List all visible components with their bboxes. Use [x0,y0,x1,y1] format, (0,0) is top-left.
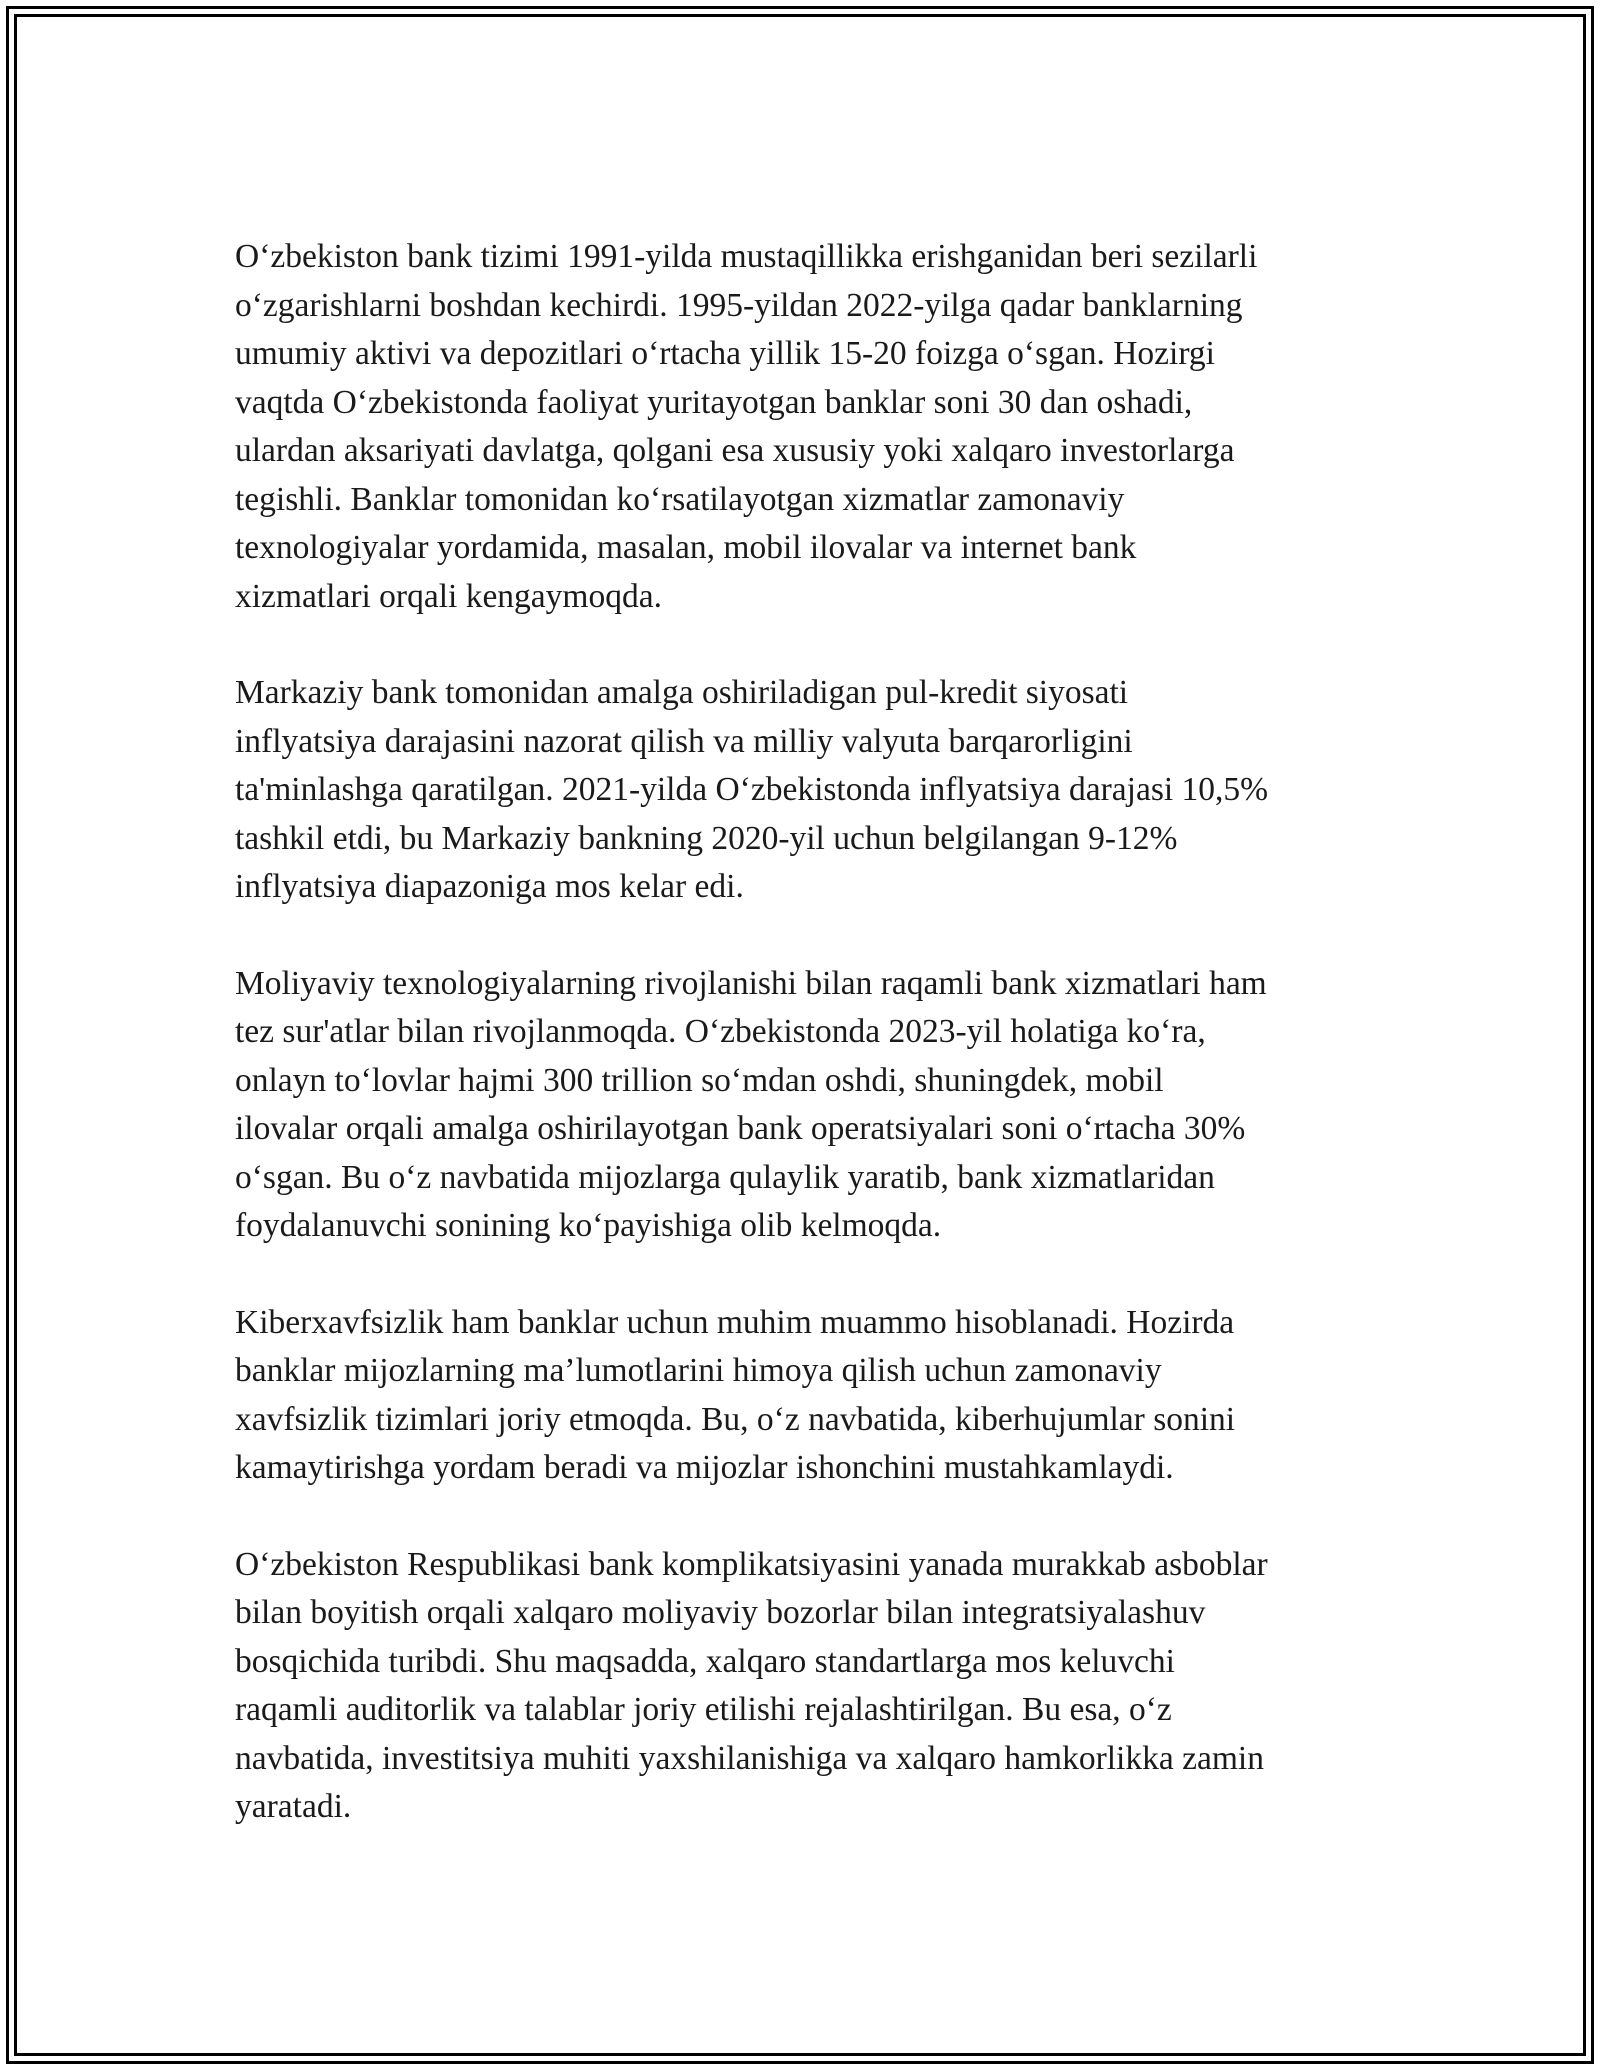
text-line: bosqichida turibdi. Shu maqsadda, xalqaro standartlarga mos keluvchi [235,1642,1175,1680]
text-line: O‘zbekiston bank tizimi 1991-yilda mustaqillikka erishganidan beri sezilarli [235,238,1258,275]
text-line: tegishli. Banklar tomonidan ko‘rsatilayotgan xizmatlar zamonaviy [235,480,1125,518]
text-line: o‘zgarishlarni boshdan kechirdi. 1995-yildan 2022-yilga qadar banklarning [235,286,1243,324]
text-line: xizmatlari orqali kengaymoqda. [235,577,662,615]
text-line: kamaytirishga yordam beradi va mijozlar ishonchini mustahkamlaydi. [235,1449,1174,1486]
text-line: texnologiyalar yordamida, masalan, mobil ilovalar va internet bank [235,529,1137,566]
text-line: ulardan aksariyati davlatga, qolgani esa xususiy yoki xalqaro investorlarga [235,432,1235,469]
paragraph-monetary-policy [235,669,1370,912]
paragraph-cybersecurity [235,1299,1370,1493]
paragraph-fintech-development [235,960,1370,1251]
text-line: onlayn to‘lovlar hajmi 300 trillion so‘mdan oshdi, shuningdek, mobil [235,1061,1164,1099]
text-line: ilovalar orqali amalga oshirilayotgan bank operatsiyalari soni o‘rtacha 30% [235,1110,1246,1147]
text-line: raqamli auditorlik va talablar joriy etilishi rejalashtirilgan. Bu esa, o‘z [235,1691,1172,1728]
text-line: yaratadi. [235,1788,352,1825]
text-line: banklar mijozlarning ma’lumotlarini himoya qilish uchun zamonaviy [235,1352,1162,1389]
text-line: o‘sgan. Bu o‘z navbatida mijozlarga qulaylik yaratib, bank xizmatlaridan [235,1158,1215,1196]
text-line: Markaziy bank tomonidan amalga oshiriladigan pul-kredit siyosati [235,674,1129,711]
text-line: tashkil etdi, bu Markaziy bankning 2020-yil uchun belgilangan 9-12% [235,819,1178,857]
text-line: umumiy aktivi va depozitlari o‘rtacha yillik 15-20 foizga o‘sgan. Hozirgi [235,335,1215,372]
text-line: Moliyaviy texnologiyalarning rivojlanishi bilan raqamli bank xizmatlari ham [235,964,1267,1002]
text-line: inflyatsiya diapazoniga mos kelar edi. [235,868,744,905]
text-line: vaqtda O‘zbekistonda faoliyat yuritayotgan banklar soni 30 dan oshadi, [235,383,1193,421]
text-line: navbatida, investitsiya muhiti yaxshilanishiga va xalqaro hamkorlikka zamin [235,1739,1264,1777]
text-line: foydalanuvchi sonining ko‘payishiga olib kelmoqda. [235,1207,942,1244]
document-body [235,233,1370,1832]
paragraph-banking-system-overview [235,233,1370,621]
paragraph-international-integration [235,1541,1370,1832]
text-line: inflyatsiya darajasini nazorat qilish va milliy valyuta barqarorligini [235,722,1133,760]
text-line: Kiberxavfsizlik ham banklar uchun muhim muammo hisoblanadi. Hozirda [235,1303,1235,1341]
text-line: ta'minlashga qaratilgan. 2021-yilda O‘zbekistonda inflyatsiya darajasi 10,5% [235,771,1269,808]
text-line: xavfsizlik tizimlari joriy etmoqda. Bu, o‘z navbatida, kiberhujumlar sonini [235,1400,1236,1438]
text-line: tez sur'atlar bilan rivojlanmoqda. O‘zbekistonda 2023-yil holatiga ko‘ra, [235,1013,1206,1050]
text-line: bilan boyitish orqali xalqaro moliyaviy bozorlar bilan integratsiyalashuv [235,1594,1206,1631]
text-line: O‘zbekiston Respublikasi bank komplikatsiyasini yanada murakkab asboblar [235,1545,1268,1583]
